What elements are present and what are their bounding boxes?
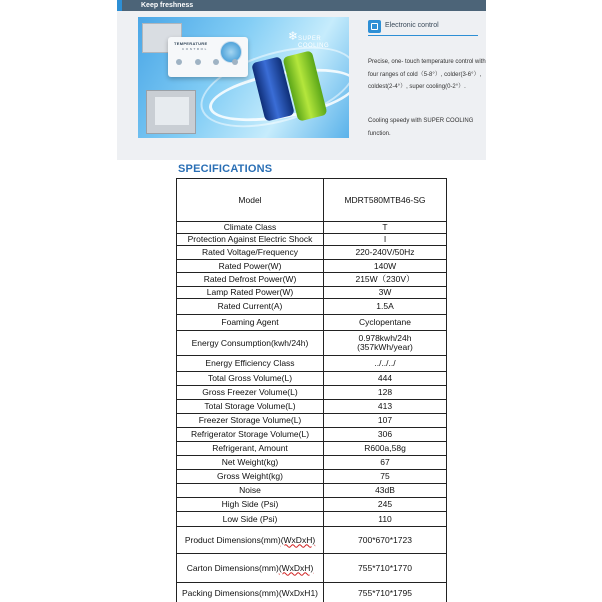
spec-label: Lamp Rated Power(W) <box>177 287 324 299</box>
temperature-control-panel <box>168 37 248 77</box>
spec-value: 220-240V/50Hz <box>324 246 447 260</box>
spec-label: Climate Class <box>177 222 324 234</box>
spec-value: 128 <box>324 386 447 400</box>
spec-row <box>177 512 447 527</box>
fridge-interior-image <box>146 90 196 134</box>
spec-value: R600a,58g <box>324 442 447 456</box>
spec-value: 306 <box>324 428 447 442</box>
spec-label: Packing Dimensions(mm)(WxDxH1) <box>177 583 324 602</box>
spec-row <box>177 372 447 386</box>
spec-value: T <box>324 222 447 234</box>
banner-header <box>117 0 486 11</box>
electronic-control-icon <box>368 20 381 33</box>
spec-label: Foaming Agent <box>177 315 324 331</box>
spec-value: MDRT580MTB46-SG <box>324 179 447 222</box>
spec-value: 107 <box>324 414 447 428</box>
spec-value: 110 <box>324 512 447 527</box>
indicator-dot <box>213 59 219 65</box>
spec-value: 215W（230V） <box>324 273 447 287</box>
spec-label: Gross Weight(kg) <box>177 470 324 484</box>
control-panel-sub: CONTROL <box>182 47 208 51</box>
spec-label: Model <box>177 179 324 222</box>
spec-label: Rated Power(W) <box>177 260 324 273</box>
feature-description: Precise, one- touch temperature control with four ranges of cold（5-8°）, colder(3-6°）, coldest(2-4°）, super cooling(0-2°）. <box>368 59 486 90</box>
spec-row <box>177 356 447 372</box>
spec-row <box>177 527 447 554</box>
super-cooling-label: SUPER COOLING <box>298 36 330 49</box>
spec-row <box>177 246 447 260</box>
control-panel-title: TEMPERATURE <box>174 41 208 46</box>
spec-value: 413 <box>324 400 447 414</box>
spec-value: Cyclopentane <box>324 315 447 331</box>
spec-label: Product Dimensions(mm)(WxDxH) <box>177 527 324 554</box>
banner-accent <box>117 0 122 11</box>
spec-label: Carton Dimensions(mm)(WxDxH) <box>177 554 324 583</box>
spec-row <box>177 554 447 583</box>
spec-row <box>177 470 447 484</box>
spec-value: ../../../ <box>324 356 447 372</box>
spec-row <box>177 331 447 356</box>
indicator-dot <box>232 59 238 65</box>
spec-row <box>177 179 447 222</box>
spec-value: 140W <box>324 260 447 273</box>
spec-label: Rated Defrost Power(W) <box>177 273 324 287</box>
spec-label: High Side (Psi) <box>177 498 324 512</box>
banner-header-text: Keep freshness <box>141 2 194 9</box>
spec-value: 700*670*1723 <box>324 527 447 554</box>
spellcheck-underline: (WxDxH) <box>278 562 314 573</box>
spellcheck-underline: (WxDxH) <box>280 534 316 545</box>
spec-title: SPECIFICATIONS <box>178 163 273 175</box>
indicator-dot <box>176 59 182 65</box>
feature-divider <box>368 35 478 36</box>
spec-label: Noise <box>177 484 324 498</box>
indicator-dot <box>195 59 201 65</box>
spec-label: Total Storage Volume(L) <box>177 400 324 414</box>
spec-row <box>177 428 447 442</box>
spec-row <box>177 583 447 602</box>
feature-title: Electronic control <box>385 22 439 29</box>
feature-banner <box>117 0 486 160</box>
spec-row <box>177 498 447 512</box>
feature-note: Cooling speedy with SUPER COOLING function. <box>368 118 474 137</box>
spec-value: 245 <box>324 498 447 512</box>
spec-row <box>177 260 447 273</box>
snowflake-icon: ❄ <box>288 29 299 43</box>
spec-label: Protection Against Electric Shock <box>177 234 324 246</box>
spec-label: Gross Freezer Volume(L) <box>177 386 324 400</box>
spec-label: Net Weight(kg) <box>177 456 324 470</box>
spec-row <box>177 234 447 246</box>
spec-row <box>177 400 447 414</box>
spec-label: Energy Consumption(kwh/24h) <box>177 331 324 356</box>
spec-row <box>177 386 447 400</box>
spec-label: Freezer Storage Volume(L) <box>177 414 324 428</box>
spec-value: 444 <box>324 372 447 386</box>
spec-label: Refrigerant, Amount <box>177 442 324 456</box>
hero-image <box>138 17 349 138</box>
spec-row <box>177 222 447 234</box>
spec-label: Total Gross Volume(L) <box>177 372 324 386</box>
spec-value: 755*710*1770 <box>324 554 447 583</box>
spec-label: Rated Voltage/Frequency <box>177 246 324 260</box>
spec-value: 755*710*1795 <box>324 583 447 602</box>
spec-value: I <box>324 234 447 246</box>
spec-value: 43dB <box>324 484 447 498</box>
spec-label: Energy Efficiency Class <box>177 356 324 372</box>
spec-row <box>177 315 447 331</box>
spec-row <box>177 442 447 456</box>
spec-label: Rated Current(A) <box>177 299 324 315</box>
spec-label: Refrigerator Storage Volume(L) <box>177 428 324 442</box>
spec-row <box>177 456 447 470</box>
spec-table <box>176 178 447 602</box>
spec-label: Low Side (Psi) <box>177 512 324 527</box>
spec-value: 1.5A <box>324 299 447 315</box>
spec-row <box>177 287 447 299</box>
spec-value: 75 <box>324 470 447 484</box>
spec-row <box>177 484 447 498</box>
spec-value: 3W <box>324 287 447 299</box>
spec-row <box>177 414 447 428</box>
spec-row <box>177 299 447 315</box>
spec-value: 0.978kwh/24h (357kWh/year) <box>324 331 447 356</box>
spec-value: 67 <box>324 456 447 470</box>
spec-row <box>177 273 447 287</box>
